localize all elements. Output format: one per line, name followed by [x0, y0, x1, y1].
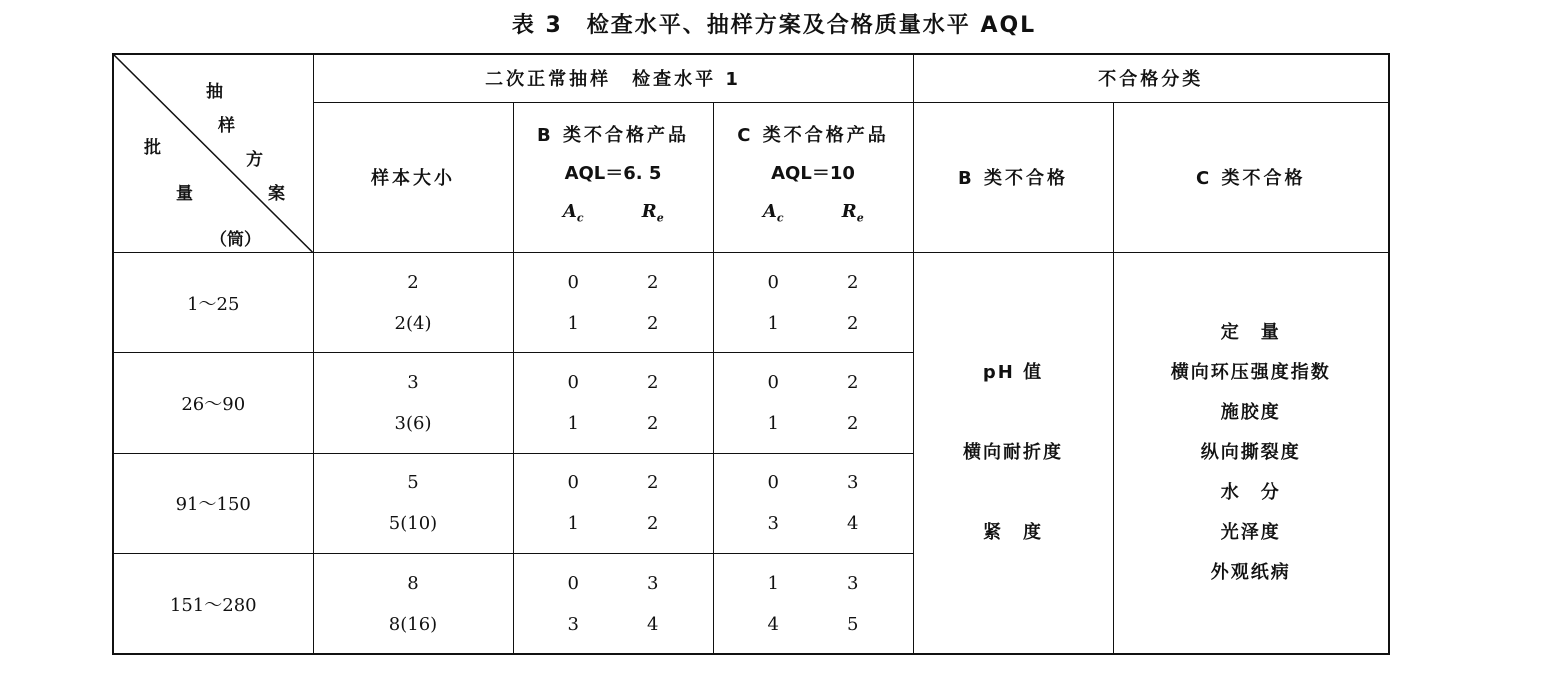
corner-label-an: 案 [268, 184, 285, 204]
b-acre-cell: 0 3 3 4 [513, 554, 713, 654]
sample-size-cell: 5 5(10) [313, 453, 513, 553]
lot-size-cell: 26～90 [113, 353, 313, 453]
b-item: 横向耐折度 [963, 442, 1064, 464]
c-acre-cell: 0 2 1 2 [713, 253, 913, 353]
sample-size-cell: 2 2(4) [313, 253, 513, 353]
b-product-label: B 类不合格产品 [537, 125, 689, 147]
b-acre-cell: 0 2 1 2 [513, 253, 713, 353]
corner-label-chou: 抽 [206, 82, 223, 102]
b-class-items [913, 253, 1113, 654]
b-item: 紧 度 [983, 522, 1044, 544]
c-item: 纵向撕裂度 [1200, 442, 1301, 464]
c-acre-cell: 0 3 3 4 [713, 453, 913, 553]
b-item: pH 值 [982, 362, 1044, 384]
corner-label-unit: （筒） [210, 230, 261, 250]
c-acre-cell: 0 2 1 2 [713, 353, 913, 453]
table-title: 表 3 检查水平、抽样方案及合格质量水平 AQL [511, 13, 1037, 38]
sample-size-header: 样本大小 [313, 102, 513, 253]
c-ac-header: $A_c$ [762, 201, 784, 225]
b-re-header: $R_e$ [641, 201, 664, 225]
sample-size-cell: 3 3(6) [313, 353, 513, 453]
sample-size-cell: 8 8(16) [313, 554, 513, 654]
c-product-header [713, 102, 913, 253]
b-ac-header: $A_c$ [562, 201, 584, 225]
corner-header-cell [113, 54, 313, 253]
c-acre-cell: 1 3 4 5 [713, 554, 913, 654]
b-aql-label: AQL＝6. 5 [564, 163, 662, 185]
lot-size-cell: 151～280 [113, 554, 313, 654]
c-product-label: C 类不合格产品 [737, 125, 889, 147]
corner-label-yang: 样 [218, 116, 235, 136]
c-item: 外观纸病 [1210, 562, 1291, 584]
c-class-items [1113, 253, 1389, 654]
c-class-header: C 类不合格 [1113, 102, 1389, 253]
c-item: 水 分 [1220, 482, 1281, 504]
b-acre-cell: 0 2 1 2 [513, 353, 713, 453]
corner-label-liang: 量 [176, 184, 193, 204]
b-acre-cell: 0 2 1 2 [513, 453, 713, 553]
nonconforming-class-header: 不合格分类 [913, 54, 1389, 102]
inspection-table [112, 53, 1390, 655]
corner-label-pi: 批 [144, 138, 161, 158]
c-item: 横向环压强度指数 [1170, 362, 1331, 384]
b-class-header: B 类不合格 [913, 102, 1113, 253]
c-item: 定 量 [1220, 322, 1281, 344]
table-row [113, 253, 1389, 353]
c-item: 光泽度 [1220, 522, 1281, 544]
c-aql-label: AQL＝10 [771, 163, 855, 185]
c-re-header: $R_e$ [841, 201, 864, 225]
sampling-plan-header: 二次正常抽样 检查水平 1 [313, 54, 913, 102]
b-product-header [513, 102, 713, 253]
corner-label-fang: 方 [246, 150, 263, 170]
lot-size-cell: 91～150 [113, 453, 313, 553]
lot-size-cell: 1～25 [113, 253, 313, 353]
c-item: 施胶度 [1220, 402, 1281, 424]
